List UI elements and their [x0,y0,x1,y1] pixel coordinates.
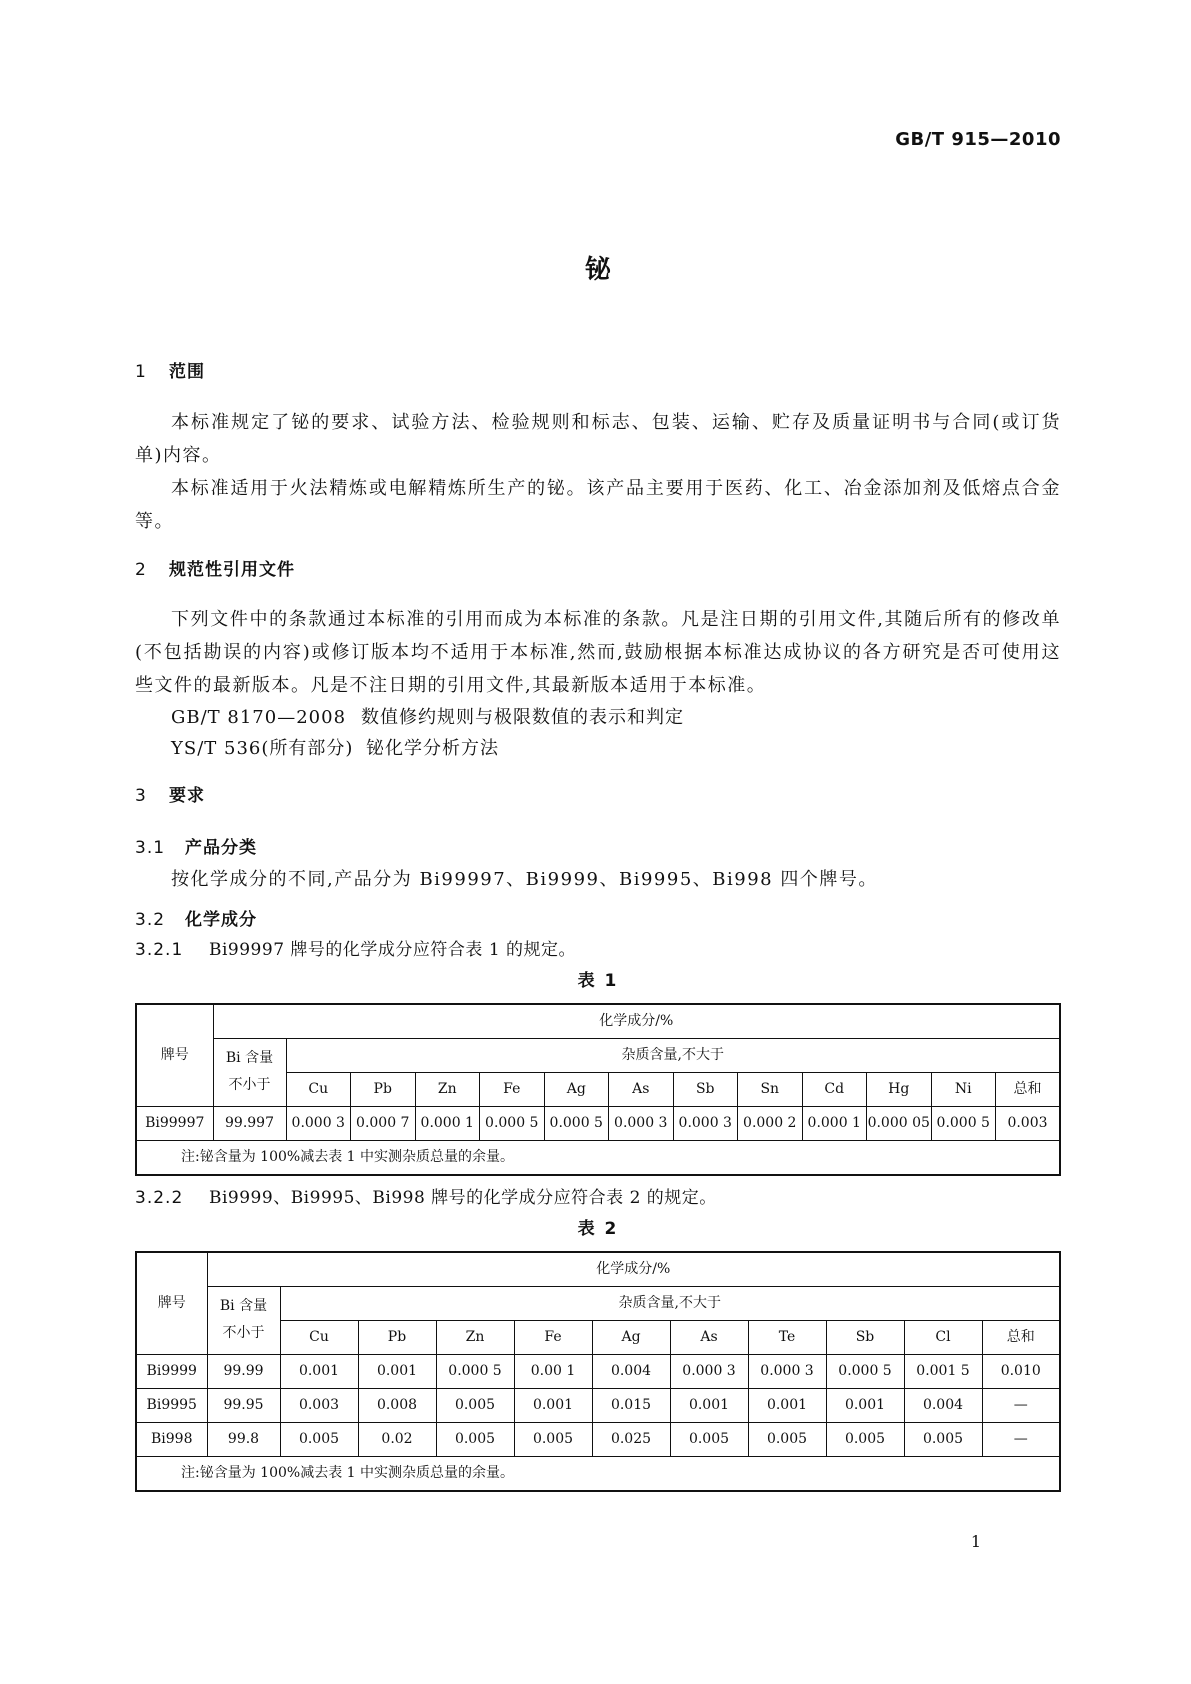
impurity-value-cell: 0.008 [358,1388,436,1422]
impurity-value-cell: 0.005 [436,1422,514,1456]
clause-text: Bi99997 牌号的化学成分应符合表 1 的规定。 [209,939,577,960]
subsection-title: 化学成分 [185,910,257,930]
table-2-note: 注:铋含量为 100%减去表 1 中实测杂质总量的余量。 [136,1456,1060,1491]
table-1-caption: 表 1 [577,971,619,991]
element-header-cell: Cl [904,1320,982,1354]
section-number: 3 [135,786,147,806]
scope-paragraph-1: 本标准规定了铋的要求、试验方法、检验规则和标志、包装、运输、贮存及质量证明书与合同(或订货单)内容。 [135,411,1061,466]
impurity-value-cell: 0.000 3 [748,1354,826,1388]
impurity-value-cell: 0.001 [358,1354,436,1388]
impurity-value-cell: 0.000 5 [480,1106,545,1140]
element-header-cell: Ag [544,1072,609,1106]
impurity-value-cell: 0.025 [592,1422,670,1456]
header-impurity: 杂质含量,不大于 [280,1286,1060,1320]
impurity-value-cell: 0.003 [996,1106,1061,1140]
element-header-cell: Cd [802,1072,867,1106]
impurity-value-cell: 0.005 [904,1422,982,1456]
impurity-value-cell: 0.00 1 [514,1354,592,1388]
element-header-cell: Ni [931,1072,996,1106]
table-row [136,1388,1060,1422]
document-title: 铋 [584,255,611,285]
impurity-value-cell: 0.004 [904,1388,982,1422]
reference-title: 铋化学分析方法 [366,738,499,759]
impurity-value-cell: 0.000 3 [286,1106,351,1140]
element-header-cell: 总和 [996,1072,1061,1106]
table-row [136,1106,1060,1140]
header-bi-content [207,1286,280,1354]
product-classification-paragraph: 按化学成分的不同,产品分为 Bi99997、Bi9999、Bi9995、Bi998 四个牌号。 [171,869,878,890]
element-header-cell: Cu [286,1072,351,1106]
clause-3-2-2 [135,1186,1061,1212]
reference-code: GB/T 8170—2008 [171,707,347,728]
impurity-value-cell: 0.000 3 [673,1106,738,1140]
impurity-value-cell: 0.000 2 [738,1106,803,1140]
element-header-cell: Fe [514,1320,592,1354]
impurity-value-cell: 0.005 [748,1422,826,1456]
clause-3-2-1 [135,938,1061,964]
element-header-cell: As [609,1072,674,1106]
table-row [136,1422,1060,1456]
impurity-value-cell: 0.005 [436,1388,514,1422]
section-title: 规范性引用文件 [169,559,295,580]
normative-references-paragraph: 下列文件中的条款通过本标准的引用而成为本标准的条款。凡是注日期的引用文件,其随后所有的修改单(不包括勘误的内容)或修订版本均不适用于本标准,然而,鼓励根据本标准达成协议的各方研究是否可使用这些文件的最新版本。凡是不注日期的引用文件,其最新版本适用于本标准。 [135,609,1061,696]
impurity-value-cell: 0.004 [592,1354,670,1388]
element-header-cell: Te [748,1320,826,1354]
impurity-value-cell: 0.000 3 [670,1354,748,1388]
section-1-heading [135,360,1061,386]
element-header-cell: As [670,1320,748,1354]
subsection-3-2-heading [135,908,1061,934]
section-number: 2 [135,559,147,580]
impurity-value-cell: 0.001 [826,1388,904,1422]
impurity-value-cell: 0.000 5 [826,1354,904,1388]
element-header-cell: Sn [738,1072,803,1106]
element-header-cell: Ag [592,1320,670,1354]
impurity-value-cell: 0.005 [670,1422,748,1456]
impurity-value-cell: 0.000 7 [351,1106,416,1140]
header-chemical-composition: 化学成分/% [213,1004,1060,1039]
impurity-value-cell: 0.001 [748,1388,826,1422]
table-1 [135,1003,1061,1176]
header-bi-line1: Bi 含量 [219,1298,268,1314]
table-1-body [136,1106,1060,1140]
impurity-value-cell: 0.005 [514,1422,592,1456]
brand-cell: Bi99997 [136,1106,213,1140]
element-header-cell: Sb [826,1320,904,1354]
section-title: 范围 [169,362,205,382]
impurity-value-cell: 0.02 [358,1422,436,1456]
impurity-value-cell: 0.015 [592,1388,670,1422]
element-header-cell: Pb [351,1072,416,1106]
header-bi-line2: 不小于 [222,1325,265,1341]
element-header-cell: Cu [280,1320,358,1354]
impurity-value-cell: 0.000 1 [415,1106,480,1140]
impurity-value-cell: 0.005 [280,1422,358,1456]
impurity-value-cell: 0.000 5 [931,1106,996,1140]
header-bi-line2: 不小于 [228,1077,271,1093]
header-brand: 牌号 [136,1004,213,1107]
brand-cell: Bi9995 [136,1388,207,1422]
impurity-value-cell: 0.001 [514,1388,592,1422]
element-header-cell: Zn [415,1072,480,1106]
element-header-cell: Hg [867,1072,932,1106]
scope-paragraph-2: 本标准适用于火法精炼或电解精炼所生产的铋。该产品主要用于医药、化工、冶金添加剂及低熔点合金等。 [135,477,1061,532]
impurity-value-cell: 0.005 [826,1422,904,1456]
impurity-value-cell: — [982,1422,1060,1456]
impurity-value-cell: 0.003 [280,1388,358,1422]
impurity-value-cell: 0.001 [670,1388,748,1422]
impurity-value-cell: 0.000 05 [867,1106,932,1140]
impurity-value-cell: 0.000 5 [544,1106,609,1140]
element-header-cell: Zn [436,1320,514,1354]
table-2-caption: 表 2 [577,1219,619,1239]
page-number: 1 [970,1532,981,1551]
table-2 [135,1251,1061,1492]
standard-code: GB/T 915—2010 [895,129,1061,150]
header-impurity: 杂质含量,不大于 [286,1038,1060,1072]
brand-cell: Bi9999 [136,1354,207,1388]
bi-content-cell: 99.997 [213,1106,286,1140]
reference-title: 数值修约规则与极限数值的表示和判定 [361,707,684,728]
bi-content-cell: 99.99 [207,1354,280,1388]
bi-content-cell: 99.95 [207,1388,280,1422]
table-row [136,1354,1060,1388]
table-2-body [136,1354,1060,1456]
header-bi-content [213,1038,286,1106]
header-bi-line1: Bi 含量 [225,1050,274,1066]
section-number: 1 [135,362,147,382]
reference-item [135,702,1061,733]
table-1-note: 注:铋含量为 100%减去表 1 中实测杂质总量的余量。 [136,1140,1060,1175]
impurity-value-cell: 0.001 [280,1354,358,1388]
clause-number: 3.2.2 [135,1187,184,1208]
reference-item [135,733,1061,764]
header-chemical-composition: 化学成分/% [207,1252,1060,1287]
subsection-title: 产品分类 [185,837,257,858]
impurity-value-cell: 0.010 [982,1354,1060,1388]
section-3-heading [135,784,1061,810]
element-header-cell: Pb [358,1320,436,1354]
clause-text: Bi9999、Bi9995、Bi998 牌号的化学成分应符合表 2 的规定。 [209,1187,717,1208]
impurity-value-cell: 0.000 3 [609,1106,674,1140]
clause-number: 3.2.1 [135,939,184,960]
section-title: 要求 [169,786,205,806]
subsection-number: 3.2 [135,910,166,930]
impurity-value-cell: 0.001 5 [904,1354,982,1388]
header-brand: 牌号 [136,1252,207,1355]
subsection-number: 3.1 [135,837,166,858]
brand-cell: Bi998 [136,1422,207,1456]
element-header-cell: Fe [480,1072,545,1106]
subsection-3-1-heading [135,836,1061,862]
bi-content-cell: 99.8 [207,1422,280,1456]
impurity-value-cell: 0.000 1 [802,1106,867,1140]
reference-code: YS/T 536(所有部分) [171,738,354,759]
element-header-cell: 总和 [982,1320,1060,1354]
section-2-heading [135,558,1061,584]
element-header-cell: Sb [673,1072,738,1106]
impurity-value-cell: — [982,1388,1060,1422]
impurity-value-cell: 0.000 5 [436,1354,514,1388]
